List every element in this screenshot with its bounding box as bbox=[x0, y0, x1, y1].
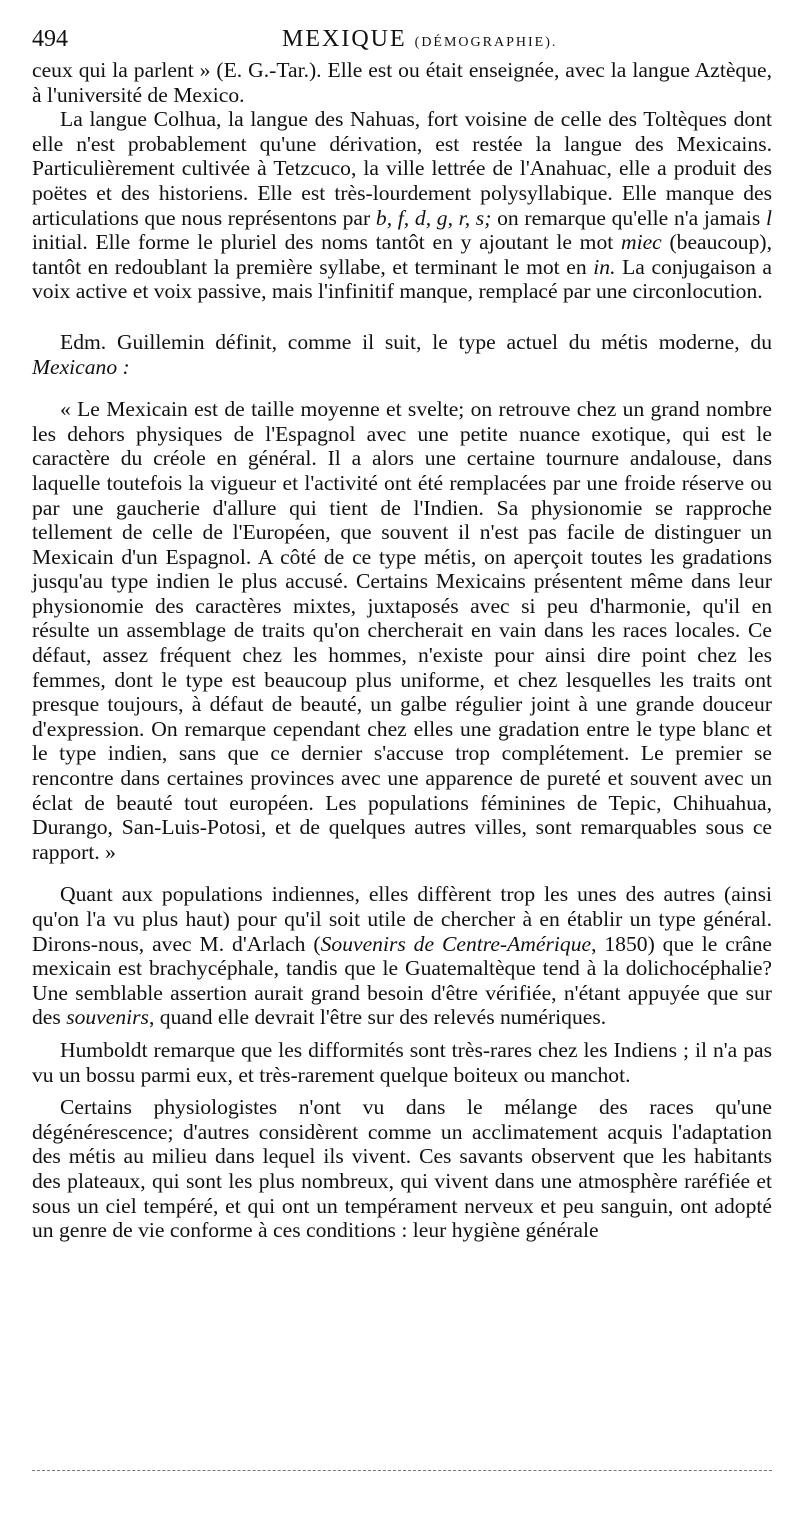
italic-word-in: in. bbox=[593, 254, 616, 279]
italic-letter-l: l bbox=[766, 205, 772, 230]
paragraph-indian-populations bbox=[32, 882, 772, 1030]
paragraph-text: on remarque qu'elle n'a jamais bbox=[491, 205, 766, 230]
paragraph-text: Certains physiologistes n'ont vu dans le mélange des races qu'une dégénérescence; d'autres considèrent comme un acclimatement acquis l'adaptation des métis au milieu dans lequel ils vivent. Ces savants observent que les habitants des plateaux, qui sont les plus nombreux, qui vivent dans une atmosphère raréfiée et sous un ciel tempéré, et qui ont un tempérament nerveux et peu sanguin, ont adopté un genre de vie conforme à ces conditions : leur hygiène générale bbox=[32, 1095, 772, 1243]
paragraph-text: Edm. Guillemin définit, comme il suit, le type actuel du métis moderne, du bbox=[60, 329, 772, 354]
paragraph-text: , 1850) que le crâne mexicain est brachycéphale, tandis que le Guatemaltèque tend à la dolichocéphalie? Une semblable assertion aurait grand besoin d'être vérifiée, n'étant appuyée que sur des bbox=[32, 931, 773, 1030]
paragraph-text: , quand elle devrait l'être sur des relevés numériques. bbox=[148, 1005, 607, 1030]
paragraph-text: ceux qui la parlent » (E. G.-Tar.). Elle est ou était enseignée, avec la langue Aztèque, à l'université de Mexico. bbox=[32, 58, 772, 107]
italic-book-title: Souvenirs de Centre-Amérique bbox=[320, 931, 592, 956]
paragraph-text: initial. Elle forme le pluriel des noms tantôt en y ajoutant le mot bbox=[32, 230, 621, 255]
paragraph-text: La conjugaison a voix active et voix passive, mais l'infinitif manque, remplacé par une circonlocution. bbox=[32, 254, 772, 304]
page-number: 494 bbox=[32, 26, 68, 52]
paragraph-text: (beaucoup), tantôt en redoublant la première syllabe, et terminant le mot en bbox=[32, 230, 772, 279]
paragraph-humboldt bbox=[32, 1038, 772, 1087]
italic-word-miec: miec bbox=[620, 230, 662, 255]
paragraph-colhua bbox=[32, 107, 772, 304]
paragraph-text: « Le Mexicain est de taille moyenne et svelte; on retrouve chez un grand nombre les dehors physiques de l'Espagnol avec une petite nuance exotique, qui est le caractère du créole en général. Il a alors une certaine tournure andalouse, dans laquelle toutefois la vigueur et l'activité ont été remplacées par une froide réserve ou par une gaucherie d'allure qui tient de l'Indien. Sa physionomie se rapproche tellement de celle de l'Européen, que souvent il n'est pas facile de distinguer un Mexicain d'un Espagnol. A côté de ce type métis, on aperçoit toutes les gradations jusqu'au type indien le plus accusé. Certains Mexicains présentent même dans leur physionomie des caractères mixtes, juxtaposés avec si peu d'harmonie, qu'il en résulte un assemblage de traits qu'on chercherait en vain dans les races locales. Ce défaut, assez fréquent chez les hommes, n'existe pour ainsi dire point chez les femmes, dont le type est beaucoup plus uniforme, et chez lesquelles les traits ont presque toujours, à défaut de beauté, un galbe régulier joint à une grande douceur d'expression. On remarque cependant chez elles une gradation entre le type blanc et le type indien, sans que ce dernier s'accuse trop complétement. Le premier se rencontre dans certaines provinces avec une apparence de pureté et souvent avec un éclat de beauté tout européen. Les populations féminines de Tepic, Chihuahua, Durango, San-Luis-Potosi, et de quelques autres villes, sont remarquables sous ce rapport. » bbox=[32, 397, 772, 864]
running-header bbox=[32, 18, 772, 58]
paragraph-quotation bbox=[32, 397, 772, 864]
running-title bbox=[282, 26, 557, 53]
paragraph-text: Humboldt remarque que les difformités sont très-rares chez les Indiens ; il n'a pas vu un bossu parmi eux, et très-rarement quelque boiteux ou manchot. bbox=[32, 1037, 772, 1087]
running-title-subtitle: (DÉMOGRAPHIE). bbox=[414, 35, 558, 50]
running-title-main: MEXIQUE bbox=[282, 26, 407, 52]
italic-letters: b, f, d, g, r, s; bbox=[375, 205, 492, 230]
paragraph-guillemin bbox=[32, 330, 772, 379]
footer-divider bbox=[32, 1470, 772, 1471]
paragraph-continuation bbox=[32, 58, 772, 107]
paragraph-text: Quant aux populations indiennes, elles diffèrent trop les unes des autres (ainsi qu'on l'a vu plus haut) pour qu'il soit utile de chercher à en établir un type général. Dirons-nous, avec M. d'Arlach ( bbox=[32, 882, 772, 956]
italic-word-souvenirs: souvenirs bbox=[66, 1005, 149, 1030]
italic-word-mexicano: Mexicano : bbox=[32, 354, 130, 379]
paragraph-physiologists bbox=[32, 1095, 772, 1243]
paragraph-text: La langue Colhua, la langue des Nahuas, fort voisine de celle des Toltèques dont elle n'est probablement qu'une dérivation, est restée la langue des Mexicains. Particulièrement cultivée à Tetzcuco, la ville lettrée de l'Anahuac, elle a produit des poëtes et des historiens. Elle est très-lourdement polysyllabique. Elle manque des articulations que nous représentons par bbox=[32, 107, 772, 230]
